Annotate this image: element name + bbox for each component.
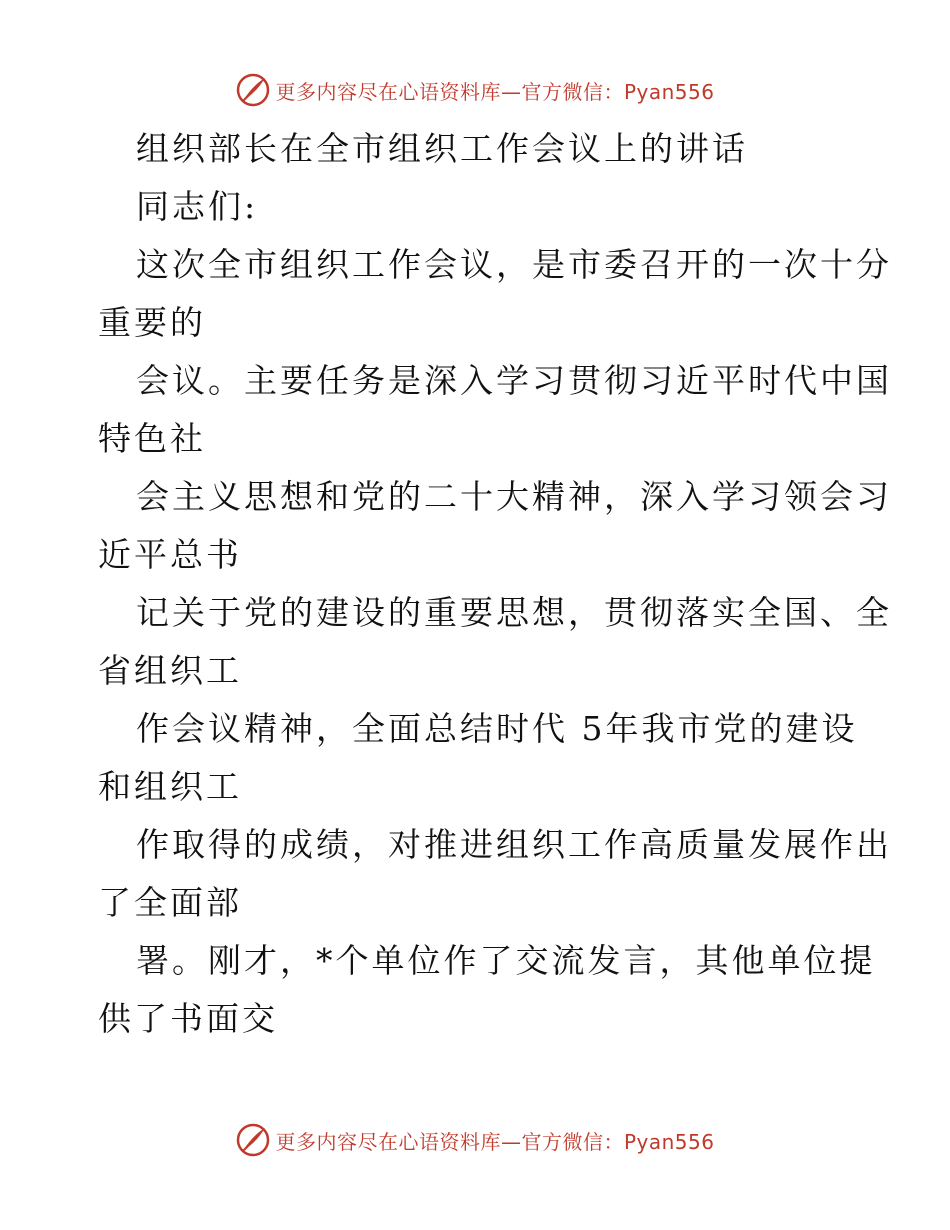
footer-banner [0, 1120, 950, 1160]
paragraph-line: 作取得的成绩，对推进组织工作高质量发展作出 [136, 825, 892, 864]
footer-banner-text: 更多内容尽在心语资料库—官方微信：Pyan556 [275, 1129, 715, 1154]
paragraph-line: 供了书面交 [98, 999, 278, 1038]
document-title: 组织部长在全市组织工作会议上的讲话 [136, 129, 748, 168]
paragraph-line: 近平总书 [98, 535, 242, 574]
paragraph-line: 了全面部 [98, 883, 242, 922]
document-body [98, 120, 892, 1048]
paragraph-line: 重要的 [98, 303, 206, 342]
paragraph-line: 会主义思想和党的二十大精神，深入学习领会习 [136, 477, 892, 516]
paragraph-line: 和组织工 [98, 767, 242, 806]
header-banner-text: 更多内容尽在心语资料库—官方微信：Pyan556 [275, 79, 715, 104]
paragraph-line: 会议。主要任务是深入学习贯彻习近平时代中国 [136, 361, 892, 400]
paragraph-line: 同志们: [136, 187, 259, 226]
paragraph-line: 记关于党的建设的重要思想，贯彻落实全国、全 [136, 593, 892, 632]
header-banner [0, 70, 950, 110]
paragraph-line: 署。刚才，*个单位作了交流发言，其他单位提 [136, 941, 876, 980]
paragraph-line: 省组织工 [98, 651, 242, 690]
paragraph-line: 这次全市组织工作会议，是市委召开的一次十分 [136, 245, 892, 284]
quill-logo-icon [235, 1122, 271, 1158]
paragraph-line: 特色社 [98, 419, 206, 458]
quill-logo-icon [235, 72, 271, 108]
paragraph-line: 作会议精神，全面总结时代 5年我市党的建设 [136, 709, 858, 748]
